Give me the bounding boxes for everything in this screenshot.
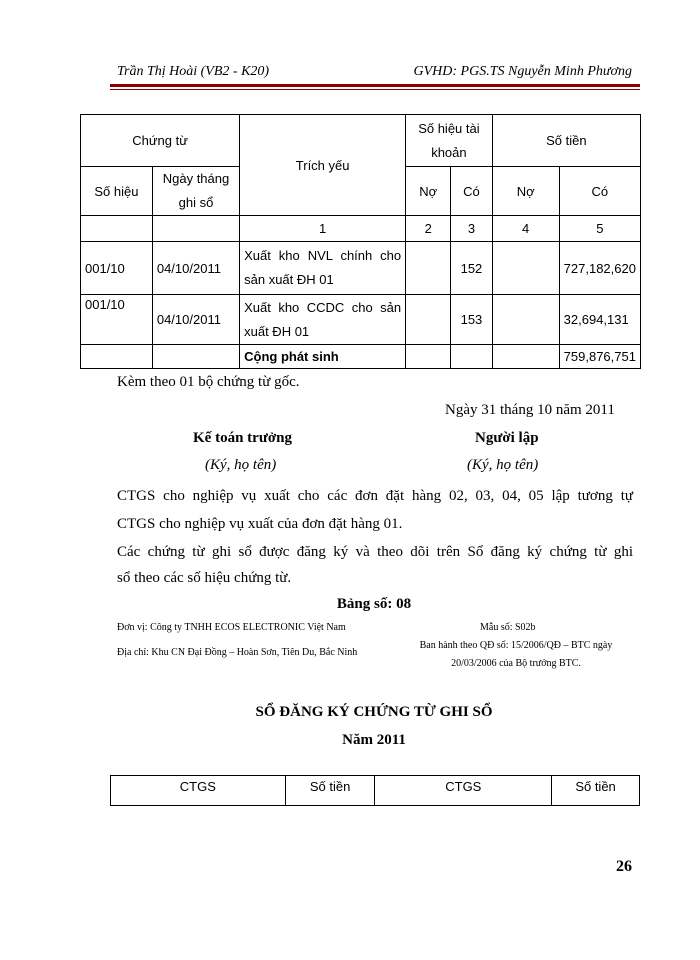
total-label: Cộng phát sinh [240,345,406,369]
meta-ban-hanh-2: 20/03/2006 của Bộ trưởng BTC. [451,658,581,669]
voucher-table [80,114,641,369]
table-row [81,295,641,345]
row-no [406,295,451,345]
register-table [110,775,640,806]
table-number: Bảng số: 08 [336,596,412,612]
row-tien-no [492,242,559,295]
total-blank-1 [81,345,153,369]
col-no-tien: Nợ [492,167,559,216]
idx-4: 4 [492,216,559,242]
row-ngay: 04/10/2011 [152,295,239,345]
col-ctgs-2: CTGS [375,776,552,806]
row-tien-co: 32,694,131 [559,295,640,345]
col-so-tien: Số tiền [492,115,640,167]
para2-line2: sổ theo các số hiệu chứng từ. [117,570,292,586]
row-co: 152 [451,242,492,295]
register-title: SỔ ĐĂNG KÝ CHỨNG TỪ GHI SỔ [255,704,493,720]
col-no-tk: Nợ [406,167,451,216]
col-co-tien: Có [559,167,640,216]
row-co: 153 [451,295,492,345]
row-tien-co: 727,182,620 [559,242,640,295]
page-number: 26 [616,858,632,875]
header-rule-thick [110,84,640,87]
idx-blank-1 [81,216,153,242]
attach-note: Kèm theo 01 bộ chứng từ gốc. [117,374,300,390]
meta-ban-hanh-1: Ban hành theo QĐ số: 15/2006/QĐ – BTC ngày [419,640,613,651]
total-blank-3 [406,345,451,369]
col-so-tien-1: Số tiền [285,776,375,806]
para1-line2: CTGS cho nghiệp vụ xuất của đơn đặt hàng 01. [117,516,403,532]
total-row [81,345,641,369]
sign-left-title: Kế toán trưởng [193,430,292,446]
row-trich-yeu: Xuất kho NVL chính cho sản xuất ĐH 01 [240,242,406,295]
total-blank-5 [492,345,559,369]
date-line: Ngày 31 tháng 10 năm 2011 [445,402,615,418]
row-tien-no [492,295,559,345]
sign-right-sub: (Ký, họ tên) [467,457,539,473]
col-so-hieu: Số hiệu [81,167,153,216]
row-no [406,242,451,295]
table-row [81,242,641,295]
header-author: Trần Thị Hoài (VB2 - K20) [117,64,270,79]
sign-right-title: Người lập [475,430,539,446]
meta-dia-chi: Địa chỉ: Khu CN Đại Đồng – Hoàn Sơn, Tiên Du, Bắc Ninh [117,647,358,658]
idx-1: 1 [240,216,406,242]
header-advisor: GVHD: PGS.TS Nguyễn Minh Phương [413,64,632,79]
row-so-hieu: 001/10 [81,295,153,345]
idx-5: 5 [559,216,640,242]
idx-3: 3 [451,216,492,242]
meta-don-vi: Đơn vị: Công ty TNHH ECOS ELECTRONIC Việt Nam [117,622,346,633]
col-so-tien-2: Số tiền [552,776,640,806]
sign-left-sub: (Ký, họ tên) [205,457,277,473]
total-blank-4 [451,345,492,369]
col-ctgs-1: CTGS [111,776,286,806]
total-blank-2 [152,345,239,369]
col-so-hieu-tk: Số hiệu tài khoản [406,115,493,167]
meta-mau-so: Mẫu số: S02b [480,622,536,633]
register-year: Năm 2011 [342,732,406,748]
col-trich-yeu: Trích yếu [240,115,406,216]
col-chung-tu: Chứng từ [81,115,240,167]
col-co-tk: Có [451,167,492,216]
total-value: 759,876,751 [559,345,640,369]
header-rule-thin [110,89,640,90]
row-ngay: 04/10/2011 [152,242,239,295]
row-so-hieu: 001/10 [81,242,153,295]
idx-blank-2 [152,216,239,242]
idx-2: 2 [406,216,451,242]
para2-line1: Các chứng từ ghi sổ được đăng ký và theo dõi trên Sổ đăng ký chứng từ ghi [117,544,633,560]
col-ngay-ghi-so: Ngày tháng ghi sổ [152,167,239,216]
row-trich-yeu: Xuất kho CCDC cho sản xuất ĐH 01 [240,295,406,345]
para1-line1: CTGS cho nghiệp vụ xuất cho các đơn đặt hàng 02, 03, 04, 05 lập tương tự [117,488,633,504]
